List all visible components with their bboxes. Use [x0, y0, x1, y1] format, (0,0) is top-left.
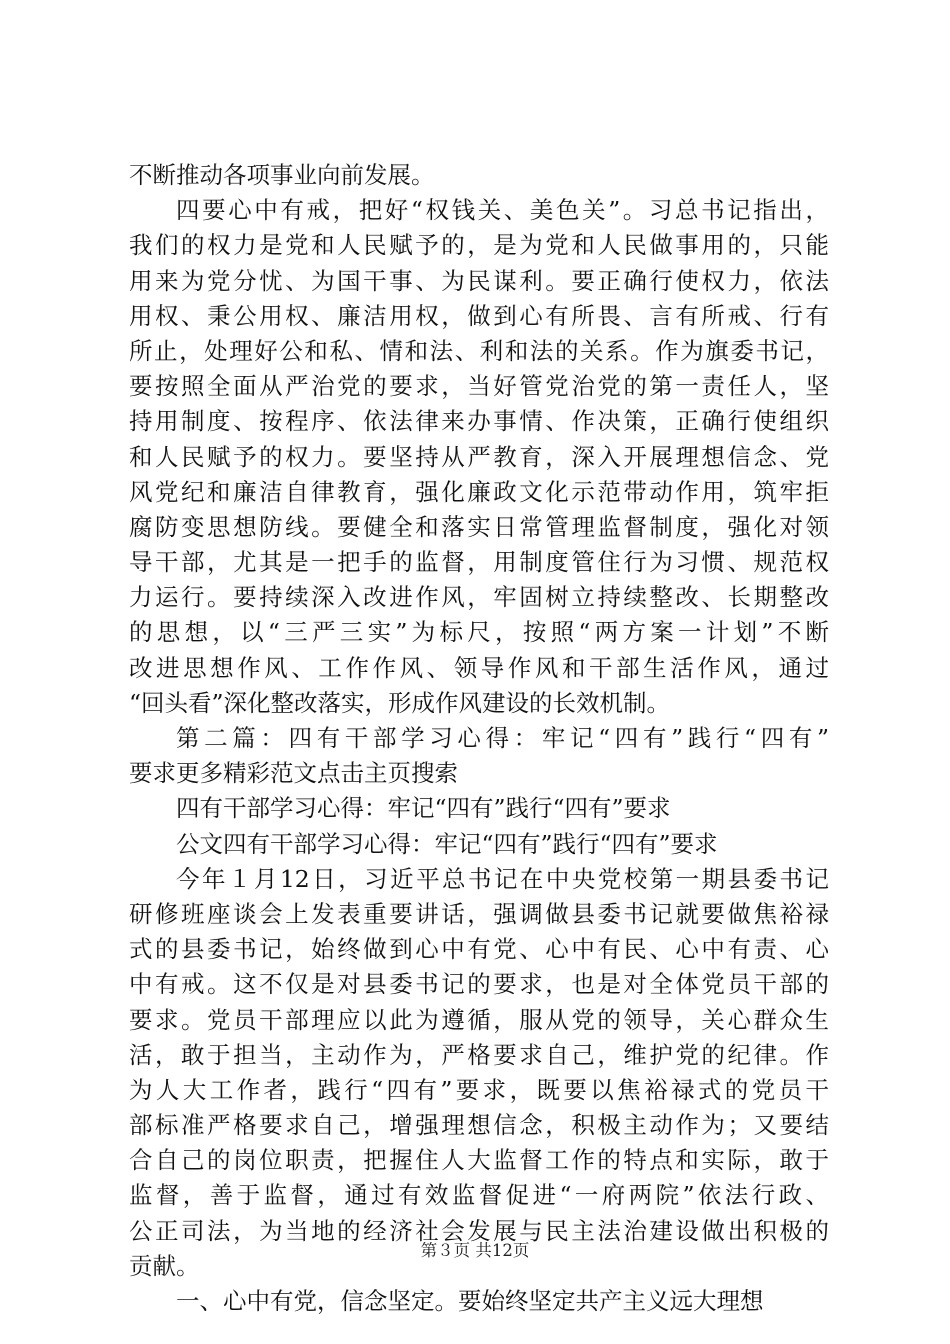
section-heading: 要求更多精彩范文点击主页搜索	[129, 759, 458, 788]
text-line: 用权、秉公用权、廉洁用权，做到心有所畏、言有所戒、行有	[129, 301, 829, 330]
text-line: 导干部，尤其是一把手的监督，用制度管住行为习惯、规范权	[129, 548, 829, 577]
text-line: 公正司法，为当地的经济社会发展与民主法治建设做出积极的	[129, 1216, 829, 1245]
text-line: 合自己的岗位职责，把握住人大监督工作的特点和实际，敢于	[129, 1146, 829, 1175]
text-line: 改进思想作风、工作作风、领导作风和干部生活作风，通过	[129, 653, 829, 682]
text-line: 要求。党员干部理应以此为遵循，服从党的领导，关心群众生	[129, 1005, 829, 1034]
text-line: 和人民赋予的权力。要坚持从严教育，深入开展理想信念、党	[129, 442, 829, 471]
article-subtitle: 公文四有干部学习心得：牢记“四有”践行“四有”要求	[176, 829, 718, 858]
text-line: 力运行。要持续深入改进作风，牢固树立持续整改、长期整改	[129, 583, 829, 612]
text-line: 我们的权力是党和人民赋予的，是为党和人民做事用的，只能	[129, 231, 829, 260]
text-line: “回头看”深化整改落实，形成作风建设的长效机制。	[129, 688, 671, 717]
text-line: 研修班座谈会上发表重要讲话，强调做县委书记就要做焦裕禄	[129, 899, 829, 928]
text-line: 用来为党分忧、为国干事、为民谋利。要正确行使权力，依法	[129, 266, 829, 295]
text-line: 一、心中有党，信念坚定。要始终坚定共产主义远大理想	[176, 1287, 764, 1315]
text-line: 腐防变思想防线。要健全和落实日常管理监督制度，强化对领	[129, 512, 829, 541]
text-line: 四要心中有戒，把好“权钱关、美色关”。习总书记指出，	[176, 196, 829, 225]
text-line: 要按照全面从严治党的要求，当好管党治党的第一责任人，坚	[129, 372, 829, 401]
text-line: 今年１月12日，习近平总书记在中央党校第一期县委书记	[176, 864, 829, 893]
text-line: 为人大工作者，践行“四有”要求，既要以焦裕禄式的党员干	[129, 1075, 829, 1104]
text-line: 中有戒。这不仅是对县委书记的要求，也是对全体党员干部的	[129, 970, 829, 999]
text-line: 贡献。	[129, 1251, 200, 1280]
text-line: 风党纪和廉洁自律教育，强化廉政文化示范带动作用，筑牢拒	[129, 477, 829, 506]
text-line: 监督，善于监督，通过有效监督促进“一府两院”依法行政、	[129, 1181, 829, 1210]
text-line: 活，敢于担当，主动作为，严格要求自己，维护党的纪律。作	[129, 1040, 829, 1069]
text-line: 持用制度、按程序、依法律来办事情、作决策，正确行使组织	[129, 407, 829, 436]
text-line: 不断推动各项事业向前发展。	[129, 161, 435, 189]
body-text	[129, 158, 829, 1319]
text-line: 的思想，以“三严三实”为标尺，按照“两方案一计划”不断	[129, 618, 829, 647]
article-title: 四有干部学习心得：牢记“四有”践行“四有”要求	[176, 794, 671, 823]
section-heading: 第二篇：四有干部学习心得：牢记“四有”践行“四有”	[176, 724, 829, 752]
text-line: 式的县委书记，始终做到心中有党、心中有民、心中有责、心	[129, 935, 829, 964]
page-number-footer: 第３页 共12页	[420, 1241, 530, 1260]
text-line: 部标准严格要求自己，增强理想信念，积极主动作为；又要结	[129, 1111, 829, 1140]
text-line: 所止，处理好公和私、情和法、利和法的关系。作为旗委书记，	[129, 336, 829, 365]
